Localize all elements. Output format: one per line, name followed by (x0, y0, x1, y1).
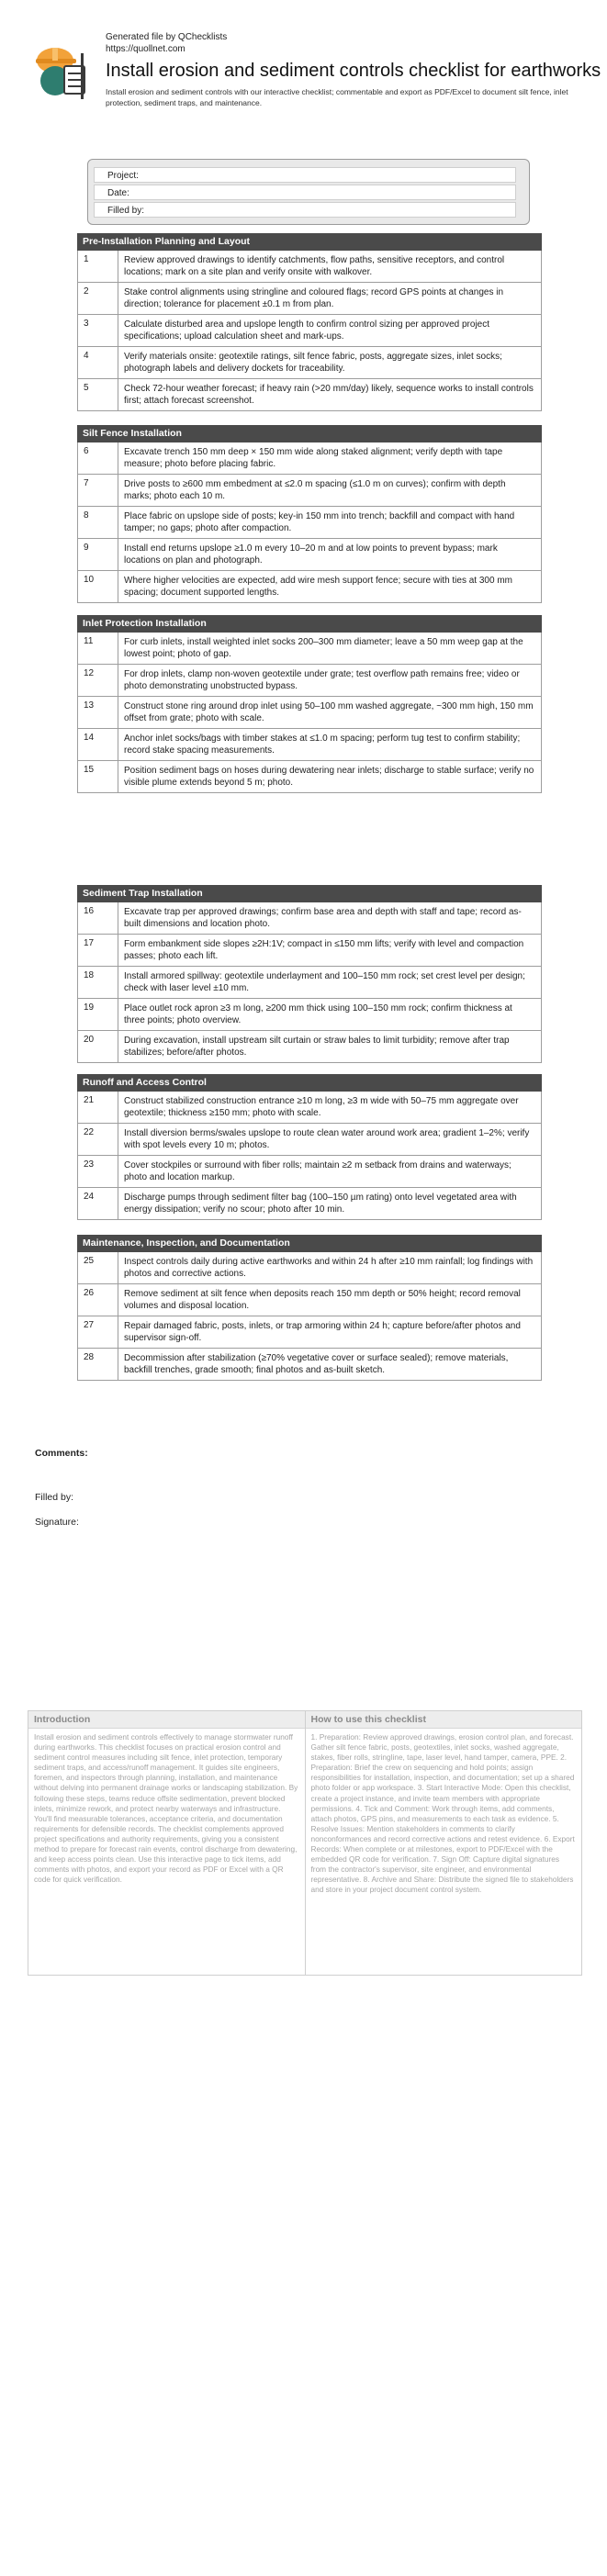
item-number: 25 (78, 1252, 118, 1283)
checklist-item[interactable] (77, 347, 542, 379)
item-text: During excavation, install upstream silt curtain or straw bales to limit turbidity; remove after trap stabilizes; before/after photos. (124, 1036, 510, 1058)
item-number: 27 (78, 1316, 118, 1348)
item-number: 9 (78, 539, 118, 570)
item-number: 23 (78, 1156, 118, 1187)
item-text: For curb inlets, install weighted inlet socks 200–300 mm diameter; leave a 50 mm weep gap at the lowest point; photo of gap. (124, 637, 523, 659)
checklist-item[interactable] (77, 1031, 542, 1063)
item-number: 7 (78, 475, 118, 506)
checklist-item[interactable] (77, 1124, 542, 1156)
checklist-item[interactable] (77, 999, 542, 1031)
checklist-item[interactable] (77, 379, 542, 411)
checklist-section (77, 615, 542, 793)
checklist-item[interactable] (77, 1316, 542, 1349)
section-title: Maintenance, Inspection, and Documentation (77, 1235, 542, 1252)
item-text: Install end returns upslope ≥1.0 m every 10–20 m and at low points to prevent bypass; mark locations on plan and photograph. (124, 543, 498, 566)
checklist-section (77, 1235, 542, 1381)
checklist-item[interactable] (77, 1188, 542, 1220)
how-to-title: How to use this checklist (306, 1711, 582, 1729)
checklist-item[interactable] (77, 442, 542, 475)
item-number: 16 (78, 902, 118, 934)
item-text: For drop inlets, clamp non-woven geotextile under grate; test overflow path remains free; video or photo demonstrating unobstructed bypass. (124, 669, 520, 691)
item-number: 5 (78, 379, 118, 410)
item-number: 12 (78, 665, 118, 696)
checklist-section (77, 885, 542, 1063)
item-text: Calculate disturbed area and upslope length to confirm control sizing per approved project specifications; upload calculation sheet and mark-ups. (124, 319, 490, 342)
checklist-item[interactable] (77, 1349, 542, 1381)
checklist-item[interactable] (77, 633, 542, 665)
project-field[interactable] (94, 167, 516, 183)
checklist-section (77, 1074, 542, 1220)
checklist-item[interactable] (77, 935, 542, 967)
section-title: Silt Fence Installation (77, 425, 542, 442)
item-number: 20 (78, 1031, 118, 1062)
checklist-item[interactable] (77, 697, 542, 729)
checklist-item[interactable] (77, 1092, 542, 1124)
site-url-link[interactable]: https://quollnet.com (106, 44, 185, 54)
item-text: Construct stone ring around drop inlet using 50–100 mm washed aggregate, ~300 mm high, 150 mm offset from grate; photo with scale. (124, 701, 534, 723)
checklist-item[interactable] (77, 902, 542, 935)
qchecklists-logo-icon (28, 39, 90, 103)
checklist-section (77, 233, 542, 411)
section-title: Pre-Installation Planning and Layout (77, 233, 542, 251)
item-number: 24 (78, 1188, 118, 1219)
how-to-text: 1. Preparation: Review approved drawings, erosion control plan, and forecast. Gather silt fence fabric, posts, geotextiles, inlet socks, washed aggregate, stakes, fiber rolls, stringline, tape, laser level, hand tamper, camera, PPE. 2. Preparation: Brief the crew on sequencing and hold points; assign responsibilities for installation, inspection, and documentation; set up a shared photo folder or app workspace. 3. Start Interactive Mode: Open this checklist, create a project instance, and invite team members with appropriate permissions. 4. Tick and Comment: Work through items, add comments, attach photos, GPS pins, and measurements to each task as evidence. 5. Resolve Issues: Mention stakeholders in comments to clarify nonconformances and record corrective actions and retest evidence. 6. Export Records: When complete or at milestones, export to PDF/Excel with the embedded QR code for verification. 7. Sign Off: Capture digital signatures from the contractor's supervisor, site engineer, and environmental representative. 8. Archive and Share: Distribute the signed file to stakeholders and store in your project document control system. (310, 1732, 575, 1895)
item-text: Form embankment side slopes ≥2H:1V; compact in ≤150 mm lifts; verify with level and compaction passes; photo each lift. (124, 939, 524, 961)
item-number: 8 (78, 507, 118, 538)
filled-by-label: Filled by: (107, 206, 145, 216)
checklist-item[interactable] (77, 729, 542, 761)
item-text: Inspect controls daily during active earthworks and within 24 h after ≥10 mm rainfall; log findings with photos and corrective actions. (124, 1257, 534, 1279)
checklist-item[interactable] (77, 283, 542, 315)
item-text: Drive posts to ≥600 mm embedment at ≤2.0 m spacing (≤1.0 m on curves); confirm with depth marks; photo each 10 m. (124, 479, 506, 501)
item-number: 15 (78, 761, 118, 792)
checklist-item[interactable] (77, 1156, 542, 1188)
item-number: 17 (78, 935, 118, 966)
item-number: 11 (78, 633, 118, 664)
checklist-item[interactable] (77, 251, 542, 283)
item-number: 4 (78, 347, 118, 378)
item-text: Review approved drawings to identify catchments, flow paths, sensitive receptors, and control locations; mark on a site plan and verify onsite with walkover. (124, 255, 505, 277)
item-text: Where higher velocities are expected, add wire mesh support fence; secure with ties at 300 mm spacing; document supported lengths. (124, 576, 512, 598)
checklist-item[interactable] (77, 539, 542, 571)
item-text: Place fabric on upslope side of posts; key-in 150 mm into trench; backfill and compact with hand tamper; no gaps; photo after compaction. (124, 511, 515, 533)
how-to-panel (305, 1711, 582, 1975)
item-number: 18 (78, 967, 118, 998)
section-title: Runoff and Access Control (77, 1074, 542, 1092)
item-text: Stake control alignments using stringline and coloured flags; record GPS points at changes in direction; tolerance for placement ±0.1 m from plan. (124, 287, 504, 309)
item-text: Remove sediment at silt fence when deposits reach 150 mm depth or 50% height; record removal volumes and disposal location. (124, 1289, 521, 1311)
item-number: 13 (78, 697, 118, 728)
item-number: 3 (78, 315, 118, 346)
checklist-item[interactable] (77, 967, 542, 999)
introduction-text: Install erosion and sediment controls effectively to manage stormwater runoff during earthworks. This checklist focuses on practical erosion control and sediment control measures including silt fence, inlet protection, temporary sediment traps, and access/runoff management. It guides site engineers, foremen, and inspectors through planning, installation, and maintenance without delving into permanent drainage works or landscaping stabilization. By following these steps, teams reduce offsite sedimentation, prevent blocked inlets, minimize rework, and protect nearby waterways and infrastructure. You'll find measurable tolerances, acceptance criteria, and documentation requirements for defensible records. The checklist complements approved project specifications and authority requirements, giving you a consistent method to prepare for forecast rain events, control discharge from dewatering, and keep access points clean. Use this interactive page to tick items, add comments with photos, and export your record as PDF or Excel with a QR code for quick verification. (34, 1732, 298, 1885)
checklist-item[interactable] (77, 1252, 542, 1284)
item-number: 1 (78, 251, 118, 282)
item-number: 10 (78, 571, 118, 602)
generated-by-text: Generated file by QChecklists (106, 32, 228, 42)
item-text: Position sediment bags on hoses during dewatering near inlets; discharge to stable surface; verify no visible plume extends beyond 5 m; photo. (124, 766, 534, 788)
item-number: 26 (78, 1284, 118, 1316)
checklist-item[interactable] (77, 761, 542, 793)
item-number: 2 (78, 283, 118, 314)
filled-by-footer-label: Filled by: (35, 1492, 74, 1503)
checklist-item[interactable] (77, 315, 542, 347)
item-number: 14 (78, 729, 118, 760)
item-text: Construct stabilized construction entrance ≥10 m long, ≥3 m wide with 50–75 mm aggregate over geotextile; thickness ≥150 mm; photo with scale. (124, 1096, 519, 1118)
project-label: Project: (107, 171, 139, 181)
item-text: Anchor inlet socks/bags with timber stakes at ≤1.0 m spacing; perform tug test to confirm stability; record stake spacing measurements. (124, 734, 521, 756)
section-title: Inlet Protection Installation (77, 615, 542, 633)
checklist-section (77, 425, 542, 603)
checklist-item[interactable] (77, 665, 542, 697)
item-number: 6 (78, 442, 118, 474)
item-text: Cover stockpiles or surround with fiber rolls; maintain ≥2 m setback from drains and waterways; photo and location markup. (124, 1160, 511, 1182)
item-number: 28 (78, 1349, 118, 1380)
item-text: Repair damaged fabric, posts, inlets, or trap armoring within 24 h; capture before/after photos and supervisor sign-off. (124, 1321, 521, 1343)
item-text: Install armored spillway: geotextile underlayment and 100–150 mm rock; set crest level per design; check with laser level ±10 mm. (124, 971, 525, 993)
item-text: Decommission after stabilization (≥70% vegetative cover or surface sealed); remove materials, backfill trenches, grade smooth; final photos and as-built sketch. (124, 1353, 509, 1375)
section-title: Sediment Trap Installation (77, 885, 542, 902)
item-text: Excavate trench 150 mm deep × 150 mm wide along staked alignment; verify depth with tape measure; photo before placing fabric. (124, 447, 503, 469)
item-number: 19 (78, 999, 118, 1030)
introduction-title: Introduction (28, 1711, 305, 1729)
introduction-panel (28, 1711, 305, 1975)
item-text: Install diversion berms/swales upslope to route clean water around work area; gradient 1–2%; verify with spot levels every 10 m; photos. (124, 1128, 530, 1150)
checklist-item[interactable] (77, 1284, 542, 1316)
item-text: Discharge pumps through sediment filter bag (100–150 µm rating) onto level vegetated area with energy dissipation; verify no scour; photo after 10 min. (124, 1193, 517, 1215)
info-panels (28, 1710, 582, 1976)
item-number: 22 (78, 1124, 118, 1155)
page-title: Install erosion and sediment controls checklist for earthworks (106, 61, 601, 81)
date-label: Date: (107, 188, 129, 198)
item-text: Check 72-hour weather forecast; if heavy rain (>20 mm/day) likely, sequence works to install controls first; attach forecast screenshot. (124, 384, 534, 406)
checklist-item[interactable] (77, 571, 542, 603)
page-subtitle: Install erosion and sediment controls with our interactive checklist; commentable and export as PDF/Excel to document silt fence, inlet protection, sediment traps, and maintenance. (106, 87, 568, 107)
checklist-item[interactable] (77, 507, 542, 539)
item-text: Excavate trap per approved drawings; confirm base area and depth with staff and tape; record as-built dimensions and location photo. (124, 907, 522, 929)
date-field[interactable] (94, 185, 516, 200)
item-number: 21 (78, 1092, 118, 1123)
item-text: Place outlet rock apron ≥3 m long, ≥200 mm thick using 100–150 mm rock; confirm thickness at three points; photo overview. (124, 1003, 512, 1025)
item-text: Verify materials onsite: geotextile ratings, silt fence fabric, posts, aggregate sizes, inlet socks; photograph labels and delivery dockets for traceability. (124, 352, 502, 374)
signature-label: Signature: (35, 1517, 79, 1528)
filled-by-field[interactable] (94, 202, 516, 218)
project-info-box (87, 159, 530, 225)
comments-label: Comments: (35, 1448, 88, 1459)
checklist-item[interactable] (77, 475, 542, 507)
